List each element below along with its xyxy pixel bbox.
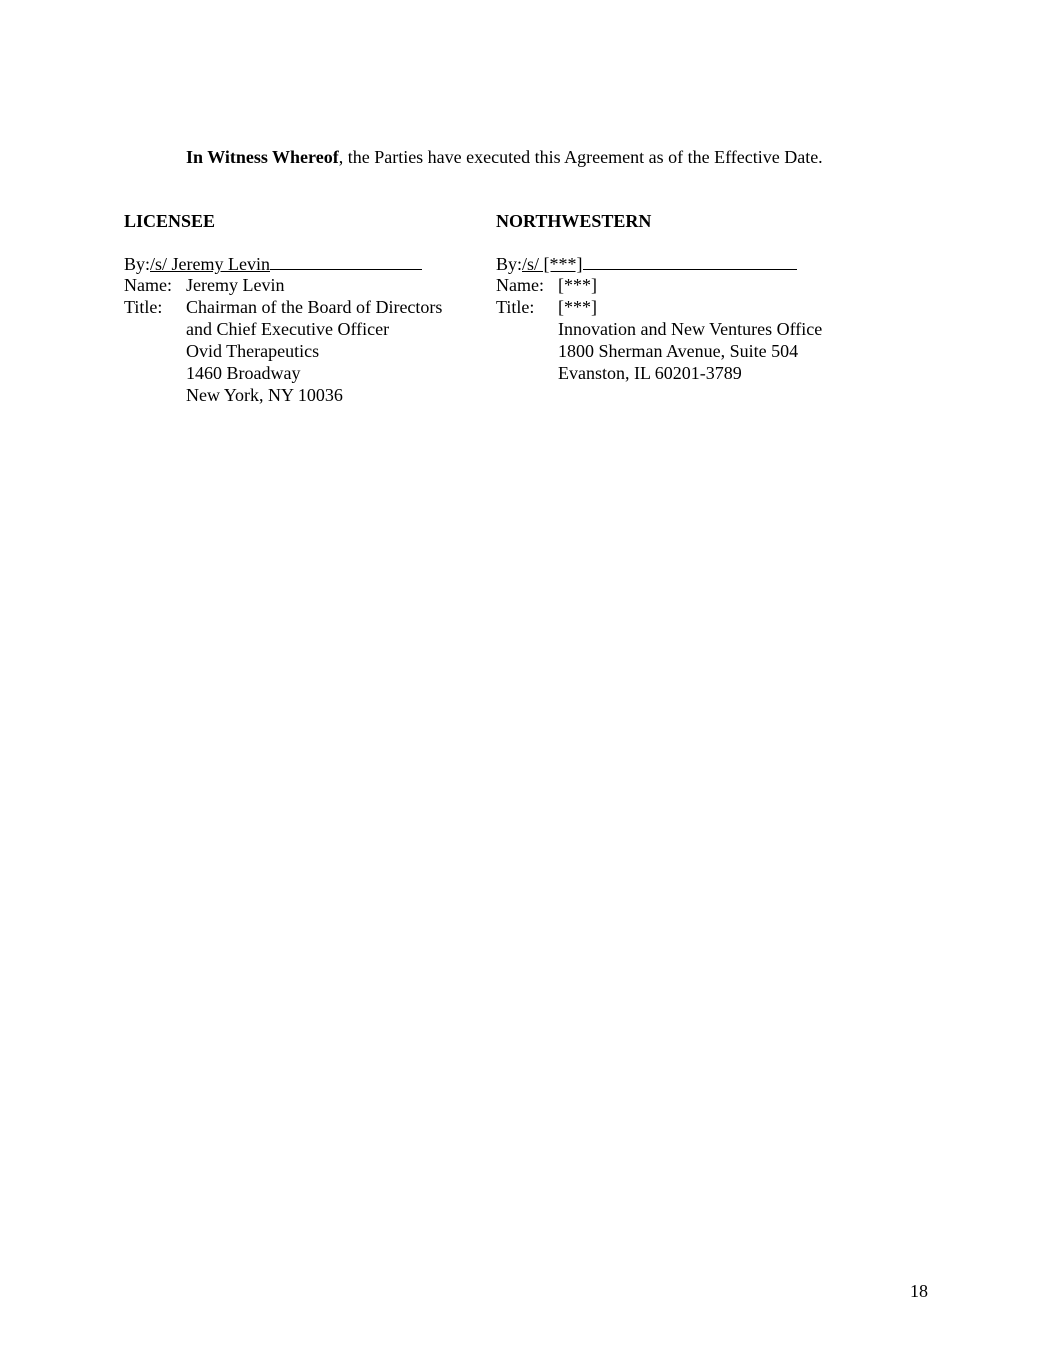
licensee-signature: /s/ Jeremy Levin <box>150 254 270 274</box>
licensee-signature-block <box>124 210 464 406</box>
licensee-city: New York, NY 10036 <box>186 385 343 405</box>
licensee-company <box>124 340 464 362</box>
northwestern-title-label: Title: <box>496 297 535 317</box>
witness-bold: In Witness Whereof <box>186 147 339 167</box>
northwestern-street: 1800 Sherman Avenue, Suite 504 <box>558 341 799 361</box>
northwestern-by-label: By: <box>496 254 523 274</box>
northwestern-by-line <box>496 252 856 274</box>
licensee-name-value: Jeremy Levin <box>186 275 285 295</box>
licensee-street: 1460 Broadway <box>186 363 301 383</box>
licensee-address-city <box>124 384 464 406</box>
northwestern-office-name: Innovation and New Ventures Office <box>558 319 823 339</box>
page-number: 18 <box>910 1281 928 1301</box>
northwestern-signature-line <box>583 252 797 270</box>
licensee-signature-line <box>270 252 422 270</box>
northwestern-name-line <box>496 274 856 296</box>
northwestern-signature-block <box>496 210 856 384</box>
licensee-title-line <box>124 296 464 318</box>
licensee-name-line <box>124 274 464 296</box>
northwestern-name-value: [***] <box>558 275 597 295</box>
northwestern-city: Evanston, IL 60201-3789 <box>558 363 742 383</box>
northwestern-address-street <box>496 340 856 362</box>
northwestern-heading: NORTHWESTERN <box>496 211 652 231</box>
licensee-address-street <box>124 362 464 384</box>
witness-text: , the Parties have executed this Agreement as of the Effective Date. <box>338 147 823 167</box>
licensee-by-line <box>124 252 464 274</box>
licensee-name-label: Name: <box>124 275 172 295</box>
licensee-by-label: By: <box>124 254 151 274</box>
licensee-company-name: Ovid Therapeutics <box>186 341 320 361</box>
licensee-title-value: Chairman of the Board of Directors <box>186 297 443 317</box>
northwestern-signature: /s/ [***] <box>522 254 583 274</box>
witness-clause <box>186 147 823 168</box>
northwestern-address-city <box>496 362 856 384</box>
northwestern-title-line <box>496 296 856 318</box>
licensee-title-continuation <box>124 318 464 340</box>
licensee-title-label: Title: <box>124 297 163 317</box>
licensee-heading: LICENSEE <box>124 211 216 231</box>
northwestern-office <box>496 318 856 340</box>
northwestern-title-value: [***] <box>558 297 597 317</box>
licensee-title-value-2: and Chief Executive Officer <box>186 319 390 339</box>
northwestern-name-label: Name: <box>496 275 544 295</box>
